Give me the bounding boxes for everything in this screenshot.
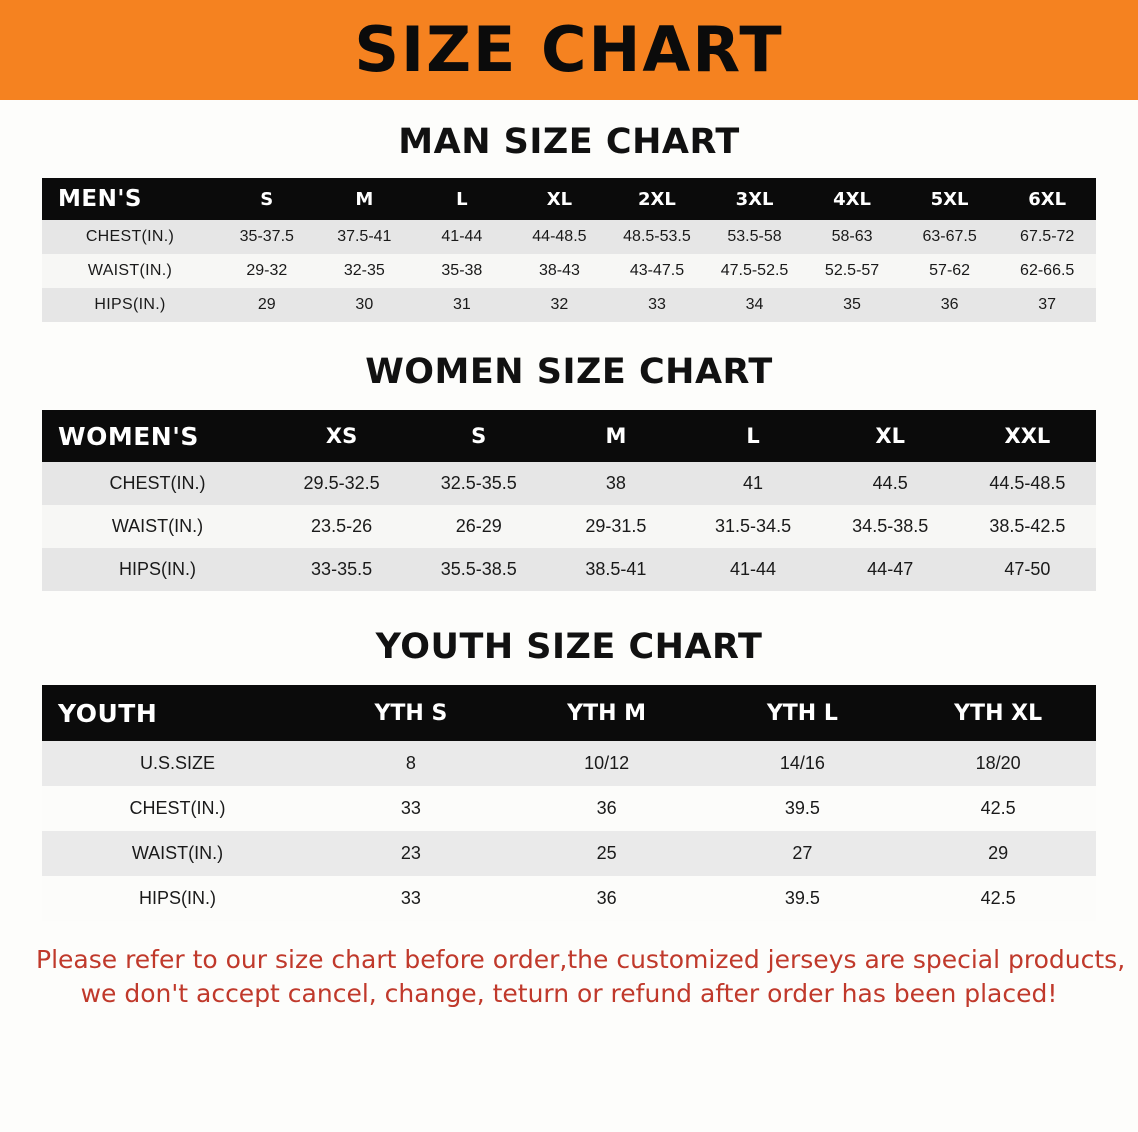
- man-col-header: 3XL: [706, 178, 804, 220]
- women-row-label: HIPS(IN.): [42, 548, 273, 591]
- page-title: SIZE CHART: [354, 13, 784, 86]
- table-row: [42, 505, 1096, 548]
- youth-table-wrap: [42, 685, 1096, 921]
- man-cell: 34: [706, 288, 804, 322]
- women-col-header: XXL: [959, 410, 1096, 462]
- youth-cell: 18/20: [900, 741, 1096, 786]
- youth-cell: 25: [509, 831, 705, 876]
- women-row-label: WAIST(IN.): [42, 505, 273, 548]
- youth-col-header: YTH L: [705, 685, 901, 741]
- man-cell: 30: [316, 288, 414, 322]
- man-col-header: 4XL: [803, 178, 901, 220]
- disclaimer-line-1: Please refer to our size chart before order,the customized jerseys are special products,: [36, 945, 1126, 974]
- women-cell: 32.5-35.5: [410, 462, 547, 505]
- man-cell: 41-44: [413, 220, 511, 254]
- women-cell: 29-31.5: [547, 505, 684, 548]
- disclaimer-note: [36, 943, 1126, 1011]
- man-table-wrap: [42, 178, 1096, 322]
- youth-row-label: WAIST(IN.): [42, 831, 313, 876]
- man-row-label: CHEST(IN.): [42, 220, 218, 254]
- youth-cell: 39.5: [705, 876, 901, 921]
- youth-cell: 33: [313, 786, 509, 831]
- man-row-label: WAIST(IN.): [42, 254, 218, 288]
- women-cell: 38.5-42.5: [959, 505, 1096, 548]
- man-col-header: 6XL: [998, 178, 1096, 220]
- man-cell: 38-43: [511, 254, 609, 288]
- women-cell: 38: [547, 462, 684, 505]
- man-cell: 43-47.5: [608, 254, 706, 288]
- table-row: [42, 288, 1096, 322]
- women-cell: 38.5-41: [547, 548, 684, 591]
- man-cell: 35: [803, 288, 901, 322]
- man-col-header: XL: [511, 178, 609, 220]
- man-cell: 52.5-57: [803, 254, 901, 288]
- women-size-table: [42, 410, 1096, 591]
- table-row: [42, 548, 1096, 591]
- man-table-header-row: [42, 178, 1096, 220]
- man-cell: 67.5-72: [998, 220, 1096, 254]
- women-cell: 34.5-38.5: [822, 505, 959, 548]
- youth-cell: 14/16: [705, 741, 901, 786]
- man-cell: 44-48.5: [511, 220, 609, 254]
- women-col-header: XL: [822, 410, 959, 462]
- man-col-header: S: [218, 178, 316, 220]
- women-corner-label: WOMEN'S: [42, 410, 273, 462]
- youth-cell: 8: [313, 741, 509, 786]
- women-cell: 23.5-26: [273, 505, 410, 548]
- man-col-header: M: [316, 178, 414, 220]
- man-cell: 62-66.5: [998, 254, 1096, 288]
- women-cell: 29.5-32.5: [273, 462, 410, 505]
- table-row: [42, 786, 1096, 831]
- youth-col-header: YTH M: [509, 685, 705, 741]
- man-cell: 36: [901, 288, 999, 322]
- youth-cell: 10/12: [509, 741, 705, 786]
- women-cell: 31.5-34.5: [684, 505, 821, 548]
- man-cell: 33: [608, 288, 706, 322]
- man-section-title: MAN SIZE CHART: [398, 122, 740, 162]
- women-col-header: S: [410, 410, 547, 462]
- youth-cell: 42.5: [900, 786, 1096, 831]
- women-col-header: L: [684, 410, 821, 462]
- youth-col-header: YTH S: [313, 685, 509, 741]
- youth-cell: 33: [313, 876, 509, 921]
- women-row-label: CHEST(IN.): [42, 462, 273, 505]
- man-cell: 37: [998, 288, 1096, 322]
- table-row: [42, 741, 1096, 786]
- youth-cell: 39.5: [705, 786, 901, 831]
- women-cell: 26-29: [410, 505, 547, 548]
- youth-cell: 23: [313, 831, 509, 876]
- man-corner-label: MEN'S: [42, 178, 218, 220]
- man-col-header: L: [413, 178, 511, 220]
- women-cell: 47-50: [959, 548, 1096, 591]
- women-table-wrap: [42, 410, 1096, 591]
- youth-cell: 27: [705, 831, 901, 876]
- youth-cell: 36: [509, 786, 705, 831]
- man-cell: 37.5-41: [316, 220, 414, 254]
- youth-cell: 42.5: [900, 876, 1096, 921]
- women-table-header-row: [42, 410, 1096, 462]
- women-col-header: XS: [273, 410, 410, 462]
- man-col-header: 5XL: [901, 178, 999, 220]
- youth-table-header-row: [42, 685, 1096, 741]
- man-cell: 32: [511, 288, 609, 322]
- women-cell: 35.5-38.5: [410, 548, 547, 591]
- man-col-header: 2XL: [608, 178, 706, 220]
- disclaimer-line-2: we don't accept cancel, change, teturn or refund after order has been placed!: [80, 978, 1058, 1008]
- man-row-label: HIPS(IN.): [42, 288, 218, 322]
- table-row: [42, 831, 1096, 876]
- women-cell: 41: [684, 462, 821, 505]
- table-row: [42, 254, 1096, 288]
- women-cell: 44.5-48.5: [959, 462, 1096, 505]
- man-cell: 35-38: [413, 254, 511, 288]
- man-size-table: [42, 178, 1096, 322]
- man-cell: 29: [218, 288, 316, 322]
- man-cell: 63-67.5: [901, 220, 999, 254]
- women-cell: 44.5: [822, 462, 959, 505]
- women-section-title: WOMEN SIZE CHART: [365, 352, 773, 392]
- table-row: [42, 876, 1096, 921]
- man-cell: 32-35: [316, 254, 414, 288]
- table-row: [42, 462, 1096, 505]
- youth-row-label: U.S.SIZE: [42, 741, 313, 786]
- youth-cell: 36: [509, 876, 705, 921]
- man-cell: 35-37.5: [218, 220, 316, 254]
- table-row: [42, 220, 1096, 254]
- women-cell: 33-35.5: [273, 548, 410, 591]
- man-cell: 53.5-58: [706, 220, 804, 254]
- man-cell: 47.5-52.5: [706, 254, 804, 288]
- women-cell: 44-47: [822, 548, 959, 591]
- youth-col-header: YTH XL: [900, 685, 1096, 741]
- women-cell: 41-44: [684, 548, 821, 591]
- youth-corner-label: YOUTH: [42, 685, 313, 741]
- man-cell: 29-32: [218, 254, 316, 288]
- youth-row-label: CHEST(IN.): [42, 786, 313, 831]
- man-cell: 48.5-53.5: [608, 220, 706, 254]
- youth-size-table: [42, 685, 1096, 921]
- man-cell: 57-62: [901, 254, 999, 288]
- man-cell: 31: [413, 288, 511, 322]
- man-cell: 58-63: [803, 220, 901, 254]
- women-col-header: M: [547, 410, 684, 462]
- banner: [0, 0, 1138, 100]
- youth-row-label: HIPS(IN.): [42, 876, 313, 921]
- youth-section-title: YOUTH SIZE CHART: [375, 627, 763, 667]
- youth-cell: 29: [900, 831, 1096, 876]
